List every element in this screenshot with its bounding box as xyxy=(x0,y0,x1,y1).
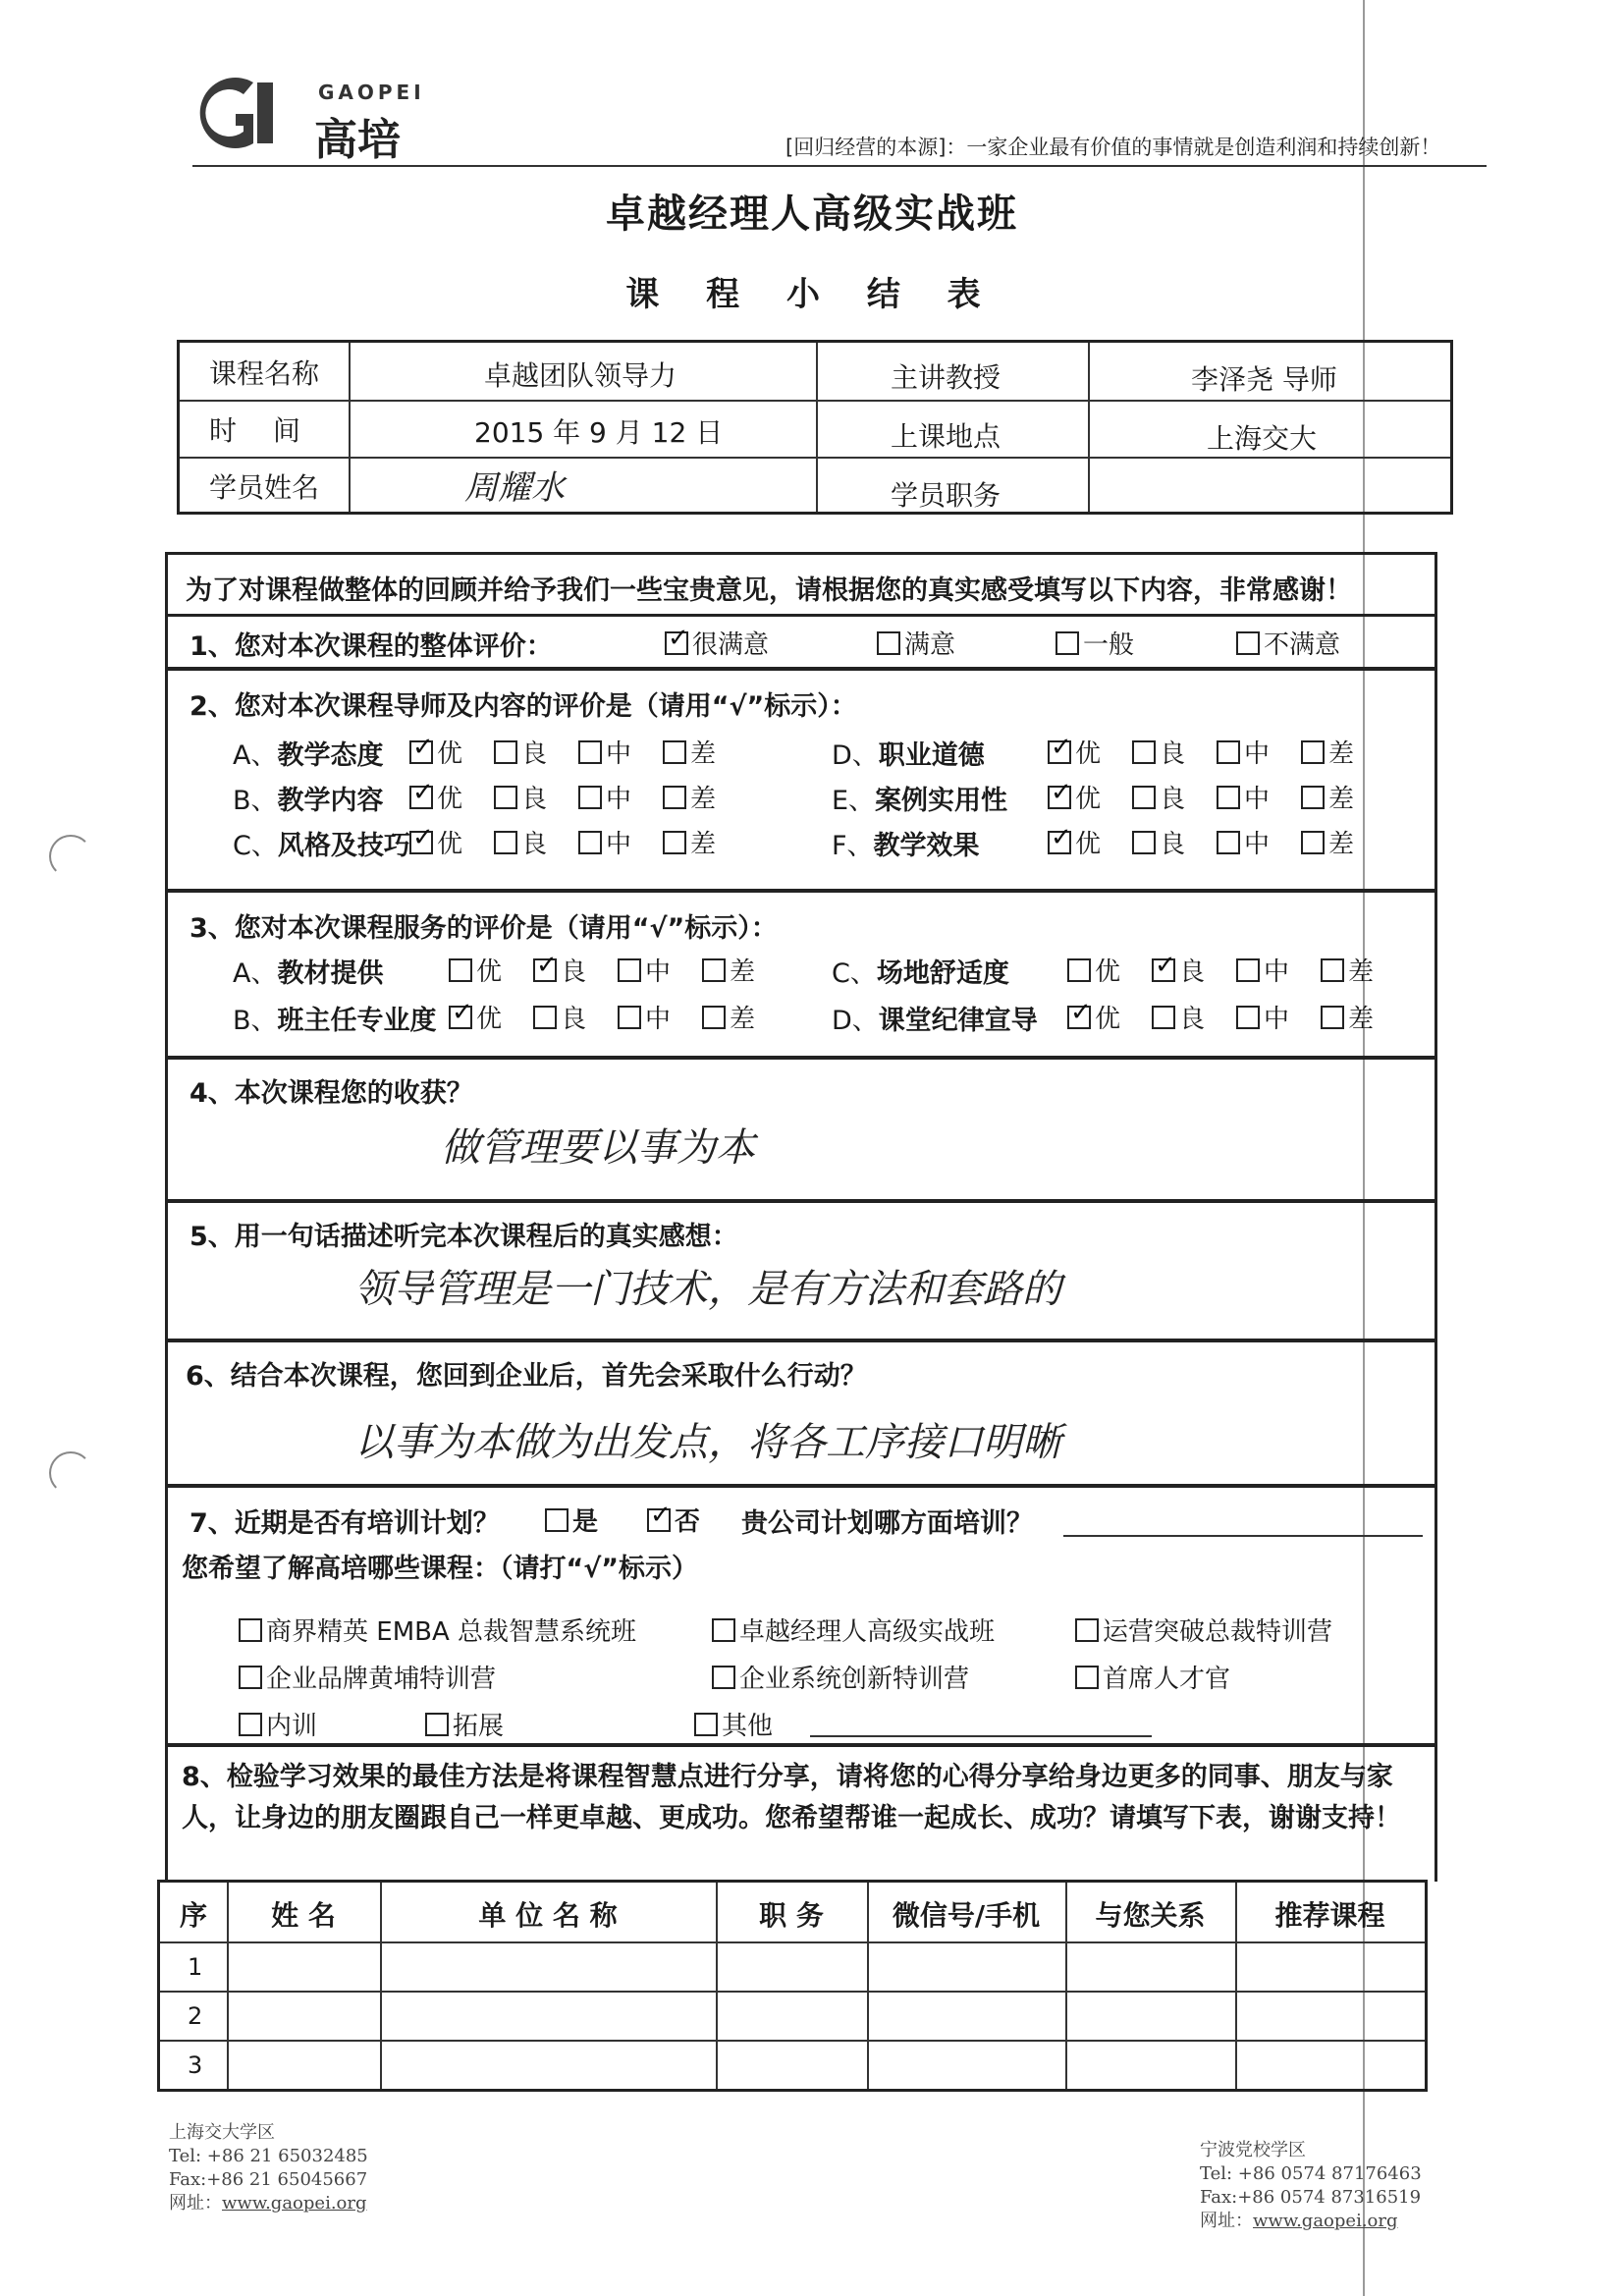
rating-option[interactable]: 优 xyxy=(449,952,502,988)
footer-right-website-link[interactable]: www.gaopei.org xyxy=(1253,2211,1398,2231)
rating-option[interactable]: 中 xyxy=(1217,824,1270,860)
rating-option[interactable]: ✓ 优 xyxy=(1048,779,1101,815)
checkbox[interactable] xyxy=(449,958,472,982)
course-option[interactable]: 内训 xyxy=(239,1706,317,1742)
footer-right-tel: Tel: +86 0574 87176463 xyxy=(1200,2163,1422,2184)
checkbox-checked[interactable] xyxy=(1048,786,1071,809)
intro-text: 为了对课程做整体的回顾并给予我们一些宝贵意见，请根据您的真实感受填写以下内容，非常感谢！ xyxy=(186,575,1352,606)
checkbox-checked[interactable] xyxy=(449,1006,472,1029)
q7-courses-question: 您希望了解高培哪些课程：（请打“√”标示） xyxy=(182,1554,698,1584)
share-table-row-number: 1 xyxy=(188,1953,203,1981)
rating-option[interactable]: 优 xyxy=(1067,952,1120,988)
gaopei-logo-icon xyxy=(192,69,281,157)
rating-option[interactable]: 中 xyxy=(578,734,631,770)
brand-slogan: [回归经营的本源]：一家企业最有价值的事情就是创造利润和持续创新！ xyxy=(785,136,1441,159)
q7-option-no[interactable]: ✓ 否 xyxy=(647,1502,700,1538)
q8-text: 8、检验学习效果的最佳方法是将课程智慧点进行分享，请将您的心得分享给身边更多的同事、朋友与家人，让身边的朋友圈跟自己一样更卓越、更成功。您希望帮谁一起成长、成功？请填写下表，谢谢支持！ xyxy=(182,1762,1401,1833)
rating-option[interactable]: 中 xyxy=(1236,999,1289,1035)
intro-banner xyxy=(165,552,1437,617)
rating-item-label: A、教材提供 xyxy=(233,958,384,989)
rating-option[interactable]: ✓ 优 xyxy=(1048,824,1101,860)
checkbox[interactable] xyxy=(545,1508,568,1532)
share-table-row-number: 2 xyxy=(188,2002,203,2030)
share-table xyxy=(157,1880,1428,2092)
brand-latin: GAOPEI xyxy=(318,81,425,104)
share-table-header: 单 位 名 称 xyxy=(478,1899,618,1932)
q4-answer-handwritten[interactable]: 做管理要以事为本 xyxy=(441,1125,755,1171)
checkbox-checked[interactable] xyxy=(409,786,433,809)
q5-answer-handwritten[interactable]: 领导管理是一门技术，是有方法和套路的 xyxy=(354,1267,1061,1312)
rating-option[interactable]: 差 xyxy=(663,824,716,860)
checkbox[interactable] xyxy=(1075,1618,1099,1642)
rating-option[interactable]: ✓ 优 xyxy=(409,734,462,770)
rating-option[interactable]: 良 xyxy=(494,824,547,860)
checkbox[interactable] xyxy=(239,1666,262,1689)
footer-left-web-label: 网址： xyxy=(169,2193,222,2214)
location-value: 上海交大 xyxy=(1207,422,1318,455)
punch-hole-mark xyxy=(49,835,92,878)
checkbox[interactable] xyxy=(1236,631,1260,655)
checkbox[interactable] xyxy=(618,1006,641,1029)
share-table-header: 序 xyxy=(179,1899,208,1932)
checkbox-checked[interactable] xyxy=(533,958,557,982)
q7-option-yes[interactable]: 是 xyxy=(545,1502,598,1538)
rating-option[interactable]: 差 xyxy=(1321,952,1374,988)
checkbox[interactable] xyxy=(1217,740,1240,764)
course-option[interactable]: 拓展 xyxy=(425,1706,504,1742)
rating-option[interactable]: 差 xyxy=(702,999,755,1035)
footer-left-tel: Tel: +86 21 65032485 xyxy=(169,2146,368,2166)
rating-option[interactable]: 差 xyxy=(1301,779,1354,815)
rating-option[interactable]: 良 xyxy=(494,779,547,815)
rating-item-label: C、场地舒适度 xyxy=(832,958,1009,989)
checkbox[interactable] xyxy=(1236,1006,1260,1029)
checkbox[interactable] xyxy=(712,1666,735,1689)
q4-section xyxy=(165,1057,1437,1202)
rating-option[interactable]: ✓ 优 xyxy=(1048,734,1101,770)
rating-option[interactable]: 中 xyxy=(618,999,671,1035)
checkbox[interactable] xyxy=(618,958,641,982)
rating-option[interactable]: 中 xyxy=(578,779,631,815)
checkbox[interactable] xyxy=(578,740,602,764)
checkbox[interactable] xyxy=(494,740,517,764)
share-table-header: 姓 名 xyxy=(271,1899,336,1932)
checkbox[interactable] xyxy=(663,786,686,809)
q7-question: 7、近期是否有培训计划？ xyxy=(189,1508,500,1539)
checkbox[interactable] xyxy=(1132,831,1156,854)
rating-option[interactable]: 中 xyxy=(1217,779,1270,815)
q7-section xyxy=(165,1485,1437,1746)
q4-question: 4、本次课程您的收获？ xyxy=(189,1078,473,1109)
q1-option-unsatisfied[interactable]: 不满意 xyxy=(1236,625,1340,661)
checkbox[interactable] xyxy=(1075,1666,1099,1689)
q6-question: 6、结合本次课程，您回到企业后，首先会采取什么行动？ xyxy=(186,1361,867,1392)
punch-hole-mark xyxy=(49,1451,92,1495)
rating-option[interactable]: 差 xyxy=(702,952,755,988)
checkbox[interactable] xyxy=(1321,1006,1344,1029)
checkbox[interactable] xyxy=(533,1006,557,1029)
q1-option-very-satisfied[interactable]: ✓ 很满意 xyxy=(665,625,769,661)
student-name-handwritten: 周耀水 xyxy=(464,468,565,508)
rating-option[interactable]: 差 xyxy=(1301,824,1354,860)
checkbox-checked[interactable] xyxy=(665,631,688,655)
checkbox[interactable] xyxy=(239,1618,262,1642)
share-table-header: 微信号/手机 xyxy=(892,1899,1041,1932)
checkbox[interactable] xyxy=(494,786,517,809)
checkbox[interactable] xyxy=(1301,740,1325,764)
checkbox[interactable] xyxy=(877,631,900,655)
course-option[interactable]: 企业品牌黄埔特训营 xyxy=(239,1659,496,1695)
brand-name: 高培 xyxy=(314,115,401,165)
course-option[interactable]: 商界精英 EMBA 总裁智慧系统班 xyxy=(239,1612,636,1648)
checkbox[interactable] xyxy=(712,1618,735,1642)
checkbox-checked[interactable] xyxy=(647,1508,671,1532)
rating-option[interactable]: ✓ 良 xyxy=(1152,952,1205,988)
rating-option[interactable]: 中 xyxy=(1236,952,1289,988)
rating-option[interactable]: 中 xyxy=(1217,734,1270,770)
rating-option[interactable]: ✓ 良 xyxy=(533,952,586,988)
q5-section xyxy=(165,1200,1437,1341)
q3-section xyxy=(165,890,1437,1059)
share-table-header: 与您关系 xyxy=(1095,1899,1206,1932)
q1-option-satisfied[interactable]: 满意 xyxy=(877,625,955,661)
q7-other-blank[interactable] xyxy=(810,1735,1152,1737)
course-info-table xyxy=(177,340,1453,515)
checkbox[interactable] xyxy=(702,958,726,982)
footer-right-contact xyxy=(1200,2139,1422,2233)
rating-item-label: D、课堂纪律宣导 xyxy=(832,1006,1038,1036)
course-option[interactable]: 企业系统创新特训营 xyxy=(712,1659,969,1695)
q3-question: 3、您对本次课程服务的评价是（请用“√”标示）： xyxy=(189,913,778,944)
checkbox[interactable] xyxy=(494,831,517,854)
rating-item-label: D、职业道德 xyxy=(832,740,985,771)
checkbox[interactable] xyxy=(1132,786,1156,809)
rating-option[interactable]: 良 xyxy=(494,734,547,770)
checkbox[interactable] xyxy=(663,831,686,854)
course-option[interactable]: 卓越经理人高级实战班 xyxy=(712,1612,995,1648)
checkbox-checked[interactable] xyxy=(409,740,433,764)
checkbox[interactable] xyxy=(702,1006,726,1029)
checkbox[interactable] xyxy=(1301,831,1325,854)
q6-answer-handwritten[interactable]: 以事为本做为出发点，将各工序接口明晰 xyxy=(354,1420,1061,1465)
location-label: 上课地点 xyxy=(891,420,1001,453)
checkbox[interactable] xyxy=(1067,958,1091,982)
course-label: 课程名称 xyxy=(209,357,320,390)
checkbox[interactable] xyxy=(1152,1006,1175,1029)
rating-option[interactable]: ✓ 优 xyxy=(409,824,462,860)
rating-option[interactable]: 中 xyxy=(618,952,671,988)
q7-plan-question: 贵公司计划哪方面培训？ xyxy=(741,1508,1033,1539)
q1-question: 1、您对本次课程的整体评价： xyxy=(189,631,553,662)
checkbox[interactable] xyxy=(239,1713,262,1736)
footer-right-fax: Fax:+86 0574 87316519 xyxy=(1200,2187,1422,2208)
q5-question: 5、用一句话描述听完本次课程后的真实感想： xyxy=(189,1222,738,1252)
brand-logo xyxy=(192,69,428,165)
page-title: 卓越经理人高级实战班 xyxy=(606,191,1018,237)
rating-option[interactable]: ✓ 优 xyxy=(1067,999,1120,1035)
rating-option[interactable]: 良 xyxy=(1132,824,1185,860)
footer-right-web-label: 网址： xyxy=(1200,2211,1253,2231)
checkbox[interactable] xyxy=(694,1713,718,1736)
course-value: 卓越团队领导力 xyxy=(484,359,677,392)
rating-option[interactable]: 中 xyxy=(578,824,631,860)
rating-item-label: F、教学效果 xyxy=(832,831,980,861)
time-label: 时 间 xyxy=(209,414,300,447)
time-value: 2015 年 9 月 12 日 xyxy=(474,416,724,449)
checkbox-checked[interactable] xyxy=(1067,1006,1091,1029)
position-label: 学员职务 xyxy=(891,479,1001,512)
rating-option[interactable]: 差 xyxy=(1301,734,1354,770)
checkbox-checked[interactable] xyxy=(1048,831,1071,854)
checkbox[interactable] xyxy=(1321,958,1344,982)
rating-option[interactable]: 良 xyxy=(1132,734,1185,770)
student-label: 学员姓名 xyxy=(209,471,320,504)
rating-item-label: C、风格及技巧 xyxy=(233,831,410,861)
q1-option-average[interactable]: 一般 xyxy=(1056,625,1134,661)
rating-option[interactable]: 良 xyxy=(533,999,586,1035)
course-option[interactable]: 运营突破总裁特训营 xyxy=(1075,1612,1332,1648)
rating-option[interactable]: 良 xyxy=(1152,999,1205,1035)
rating-option[interactable]: 差 xyxy=(663,734,716,770)
checkbox[interactable] xyxy=(1132,740,1156,764)
rating-option[interactable]: 差 xyxy=(663,779,716,815)
rating-option[interactable]: ✓ 优 xyxy=(409,779,462,815)
checkbox[interactable] xyxy=(1217,786,1240,809)
q8-section xyxy=(165,1744,1437,1882)
q7-plan-blank[interactable] xyxy=(1063,1535,1423,1537)
page-subtitle: 课 程 小 结 表 xyxy=(625,275,999,314)
checkbox-checked[interactable] xyxy=(1152,958,1175,982)
course-option[interactable]: 其他 xyxy=(694,1706,773,1742)
rating-item-label: B、教学内容 xyxy=(233,786,384,816)
q2-question: 2、您对本次课程导师及内容的评价是（请用“√”标示）： xyxy=(189,691,857,722)
footer-right-campus: 宁波党校学区 xyxy=(1200,2140,1306,2160)
course-option[interactable]: 首席人才官 xyxy=(1075,1659,1230,1695)
footer-left-website-link[interactable]: www.gaopei.org xyxy=(222,2193,367,2214)
professor-value: 李泽尧 导师 xyxy=(1191,363,1337,396)
checkbox-checked[interactable] xyxy=(1048,740,1071,764)
share-table-header: 推荐课程 xyxy=(1274,1899,1385,1932)
footer-left-contact xyxy=(169,2121,368,2215)
footer-left-campus: 上海交大学区 xyxy=(169,2122,275,2143)
checkbox[interactable] xyxy=(578,786,602,809)
checkbox[interactable] xyxy=(1236,958,1260,982)
q2-section xyxy=(165,668,1437,892)
q6-section xyxy=(165,1339,1437,1487)
checkbox[interactable] xyxy=(1301,786,1325,809)
header-rule xyxy=(192,165,1487,167)
checkbox[interactable] xyxy=(1056,631,1079,655)
share-table-row-number: 3 xyxy=(188,2051,203,2079)
rating-item-label: A、教学态度 xyxy=(233,740,384,771)
footer-left-fax: Fax:+86 21 65045667 xyxy=(169,2169,368,2190)
checkbox[interactable] xyxy=(425,1713,449,1736)
rating-option[interactable]: 良 xyxy=(1132,779,1185,815)
rating-option[interactable]: 差 xyxy=(1321,999,1374,1035)
checkbox[interactable] xyxy=(1217,831,1240,854)
rating-option[interactable]: ✓ 优 xyxy=(449,999,502,1035)
share-table-header: 职 务 xyxy=(759,1899,824,1932)
q1-section xyxy=(165,615,1437,670)
checkbox-checked[interactable] xyxy=(409,831,433,854)
checkbox[interactable] xyxy=(663,740,686,764)
rating-item-label: B、班主任专业度 xyxy=(233,1006,437,1036)
professor-label: 主讲教授 xyxy=(891,361,1001,394)
rating-item-label: E、案例实用性 xyxy=(832,786,1008,816)
checkbox[interactable] xyxy=(578,831,602,854)
